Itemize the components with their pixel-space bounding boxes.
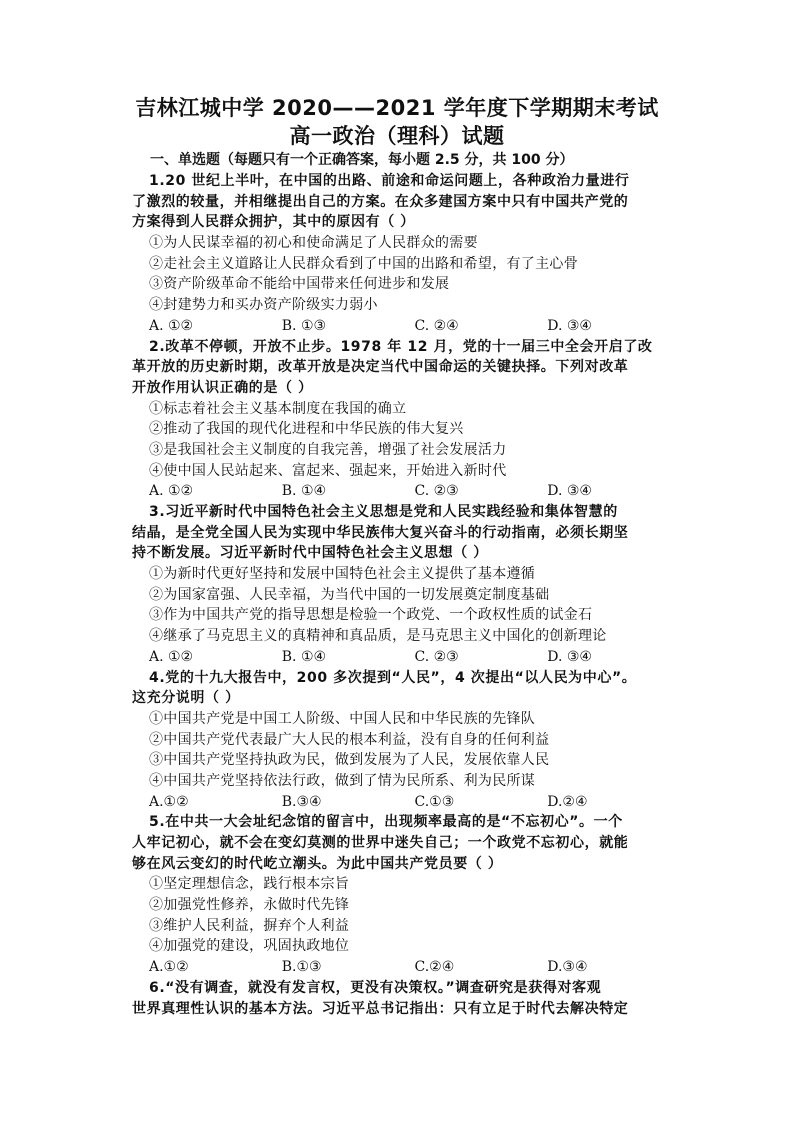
question-option: ①为人民谋幸福的初心和使命满足了人民群众的需要 — [149, 235, 478, 252]
answer-choices — [132, 481, 680, 502]
answer-choices — [132, 316, 680, 337]
question-stem-line: 了激烈的较量，并相继提出自己的方案。在众多建国方案中只有中国共产党的 — [132, 193, 629, 210]
answer-choices — [132, 792, 680, 813]
answer-choices — [132, 647, 680, 668]
question-option: ③是我国社会主义制度的自我完善，增强了社会发展活力 — [149, 441, 507, 458]
answer-choice: D. ③④ — [547, 483, 592, 500]
exam-title-line1: 吉林江城中学 2020——2021 学年度下学期期末考试 — [135, 96, 659, 120]
question-1 — [132, 171, 680, 337]
answer-choice: A.①② — [149, 959, 189, 976]
question-option: ①中国共产党是中国工人阶级、中国人民和中华民族的先锋队 — [149, 710, 536, 727]
question-stem-line: 革开放的历史新时期，改革开放是决定当代中国命运的关键抉择。下列对改革 — [132, 359, 629, 376]
question-option: ①标志着社会主义基本制度在我国的确立 — [149, 400, 407, 417]
question-stem-line: 2.改革不停顿，开放不止步。1978 年 12 月，党的十一届三中全会开启了改 — [149, 338, 653, 355]
question-option: ①坚定理想信念，践行根本宗旨 — [149, 876, 350, 893]
answer-choice: A. ①② — [149, 648, 194, 665]
answer-choice: B. ①④ — [281, 648, 327, 665]
question-option: ④加强党的建设，巩固执政地位 — [149, 938, 350, 955]
question-stem-line: 开放作用认识正确的是（ ） — [132, 379, 313, 396]
answer-choice: B. ①④ — [281, 483, 327, 500]
question-stem-line: 这充分说明（ ） — [132, 690, 240, 707]
answer-choice: B.①③ — [281, 959, 322, 976]
question-stem-line: 人牢记初心，就不会在变幻莫测的世界中迷失自己；一个政党不忘初心，就能 — [132, 835, 629, 851]
question-option: ④中国共产党坚持依法行政，做到了情为民所系、利为民所谋 — [149, 772, 536, 789]
question-stem-line: 5.在中共一大会址纪念馆的留言中，出现频率最高的是“不忘初心”。一个 — [149, 814, 623, 831]
question-4 — [132, 668, 680, 813]
answer-choice: B. ①③ — [281, 317, 327, 334]
question-stem-line: 3.习近平新时代中国特色社会主义思想是党和人民实践经验和集体智慧的 — [149, 504, 618, 520]
question-stem-line: 够在风云变幻的时代屹立潮头。为此中国共产党员要（ ） — [132, 855, 503, 872]
question-option: ③作为中国共产党的指导思想是检验一个政党、一个政权性质的试金石 — [149, 607, 593, 624]
answer-choices — [132, 957, 680, 978]
answer-choice: C. ②③ — [414, 648, 459, 665]
question-stem-line: 1.20 世纪上半叶，在中国的出路、前途和命运问题上，各种政治力量进行 — [149, 173, 630, 189]
answer-choice: D.②④ — [547, 793, 588, 810]
question-option: ④封建势力和买办资产阶级实力弱小 — [149, 297, 378, 314]
question-option: ②为国家富强、人民幸福，为当代中国的一切发展奠定制度基础 — [149, 586, 550, 603]
answer-choice: B.③④ — [281, 793, 322, 810]
question-3 — [132, 502, 680, 668]
question-stem-line: 持不断发展。习近平新时代中国特色社会主义思想（ ） — [132, 545, 488, 562]
question-option: ②推动了我国的现代化进程和中华民族的伟大复兴 — [149, 421, 464, 438]
question-option: ②走社会主义道路让人民群众看到了中国的出路和希望，有了主心骨 — [149, 255, 578, 272]
question-6 — [132, 978, 680, 1019]
answer-choice: D. ③④ — [547, 648, 592, 665]
question-option: ②加强党性修养，永做时代先锋 — [149, 897, 350, 914]
answer-choice: C. ②③ — [414, 483, 459, 500]
questions-list — [132, 171, 680, 1019]
question-stem-line: 结晶，是全党全国人民为实现中华民族伟大复兴奋斗的行动指南，必须长期坚 — [132, 524, 629, 541]
question-stem-line: 世界真理性认识的基本方法。习近平总书记指出：只有立足于时代去解决特定 — [132, 1000, 629, 1017]
answer-choice: C.②④ — [414, 959, 455, 976]
answer-choice: D.③④ — [547, 959, 588, 976]
question-option: ④使中国人民站起来、富起来、强起来，开始进入新时代 — [149, 462, 507, 479]
question-stem-line: 6.“没有调查，就没有发言权，更没有决策权。”调查研究是获得对客观 — [149, 979, 602, 996]
answer-choice: A.①② — [149, 793, 189, 810]
question-option: ①为新时代更好坚持和发展中国特色社会主义提供了基本遵循 — [149, 566, 536, 583]
question-5 — [132, 812, 680, 978]
answer-choice: D. ③④ — [547, 317, 592, 334]
answer-choice: A. ①② — [149, 483, 194, 500]
section-heading: 一、单选题（每题只有一个正确答案，每小题 2.5 分，共 100 分） — [150, 152, 574, 168]
exam-title-line2: 高一政治（理科）试题 — [289, 124, 505, 148]
answer-choice: C.①③ — [414, 793, 455, 810]
question-option: ③资产阶级革命不能给中国带来任何进步和发展 — [149, 276, 450, 293]
question-2 — [132, 337, 680, 503]
question-option: ③中国共产党坚持执政为民，做到发展为了人民，发展依靠人民 — [149, 752, 550, 769]
question-option: ④继承了马克思主义的真精神和真品质，是马克思主义中国化的创新理论 — [149, 628, 607, 645]
question-stem-line: 4.党的十九大报告中，200 多次提到“人民”，4 次提出“以人民为中心”。 — [149, 669, 637, 686]
answer-choice: A. ①② — [149, 317, 194, 334]
question-stem-line: 方案得到人民群众拥护，其中的原因有（ ） — [132, 214, 415, 231]
question-option: ③维护人民利益，摒弃个人利益 — [149, 917, 350, 934]
question-option: ②中国共产党代表最广大人民的根本利益，没有自身的任何利益 — [149, 731, 550, 748]
answer-choice: C. ②④ — [414, 317, 459, 334]
